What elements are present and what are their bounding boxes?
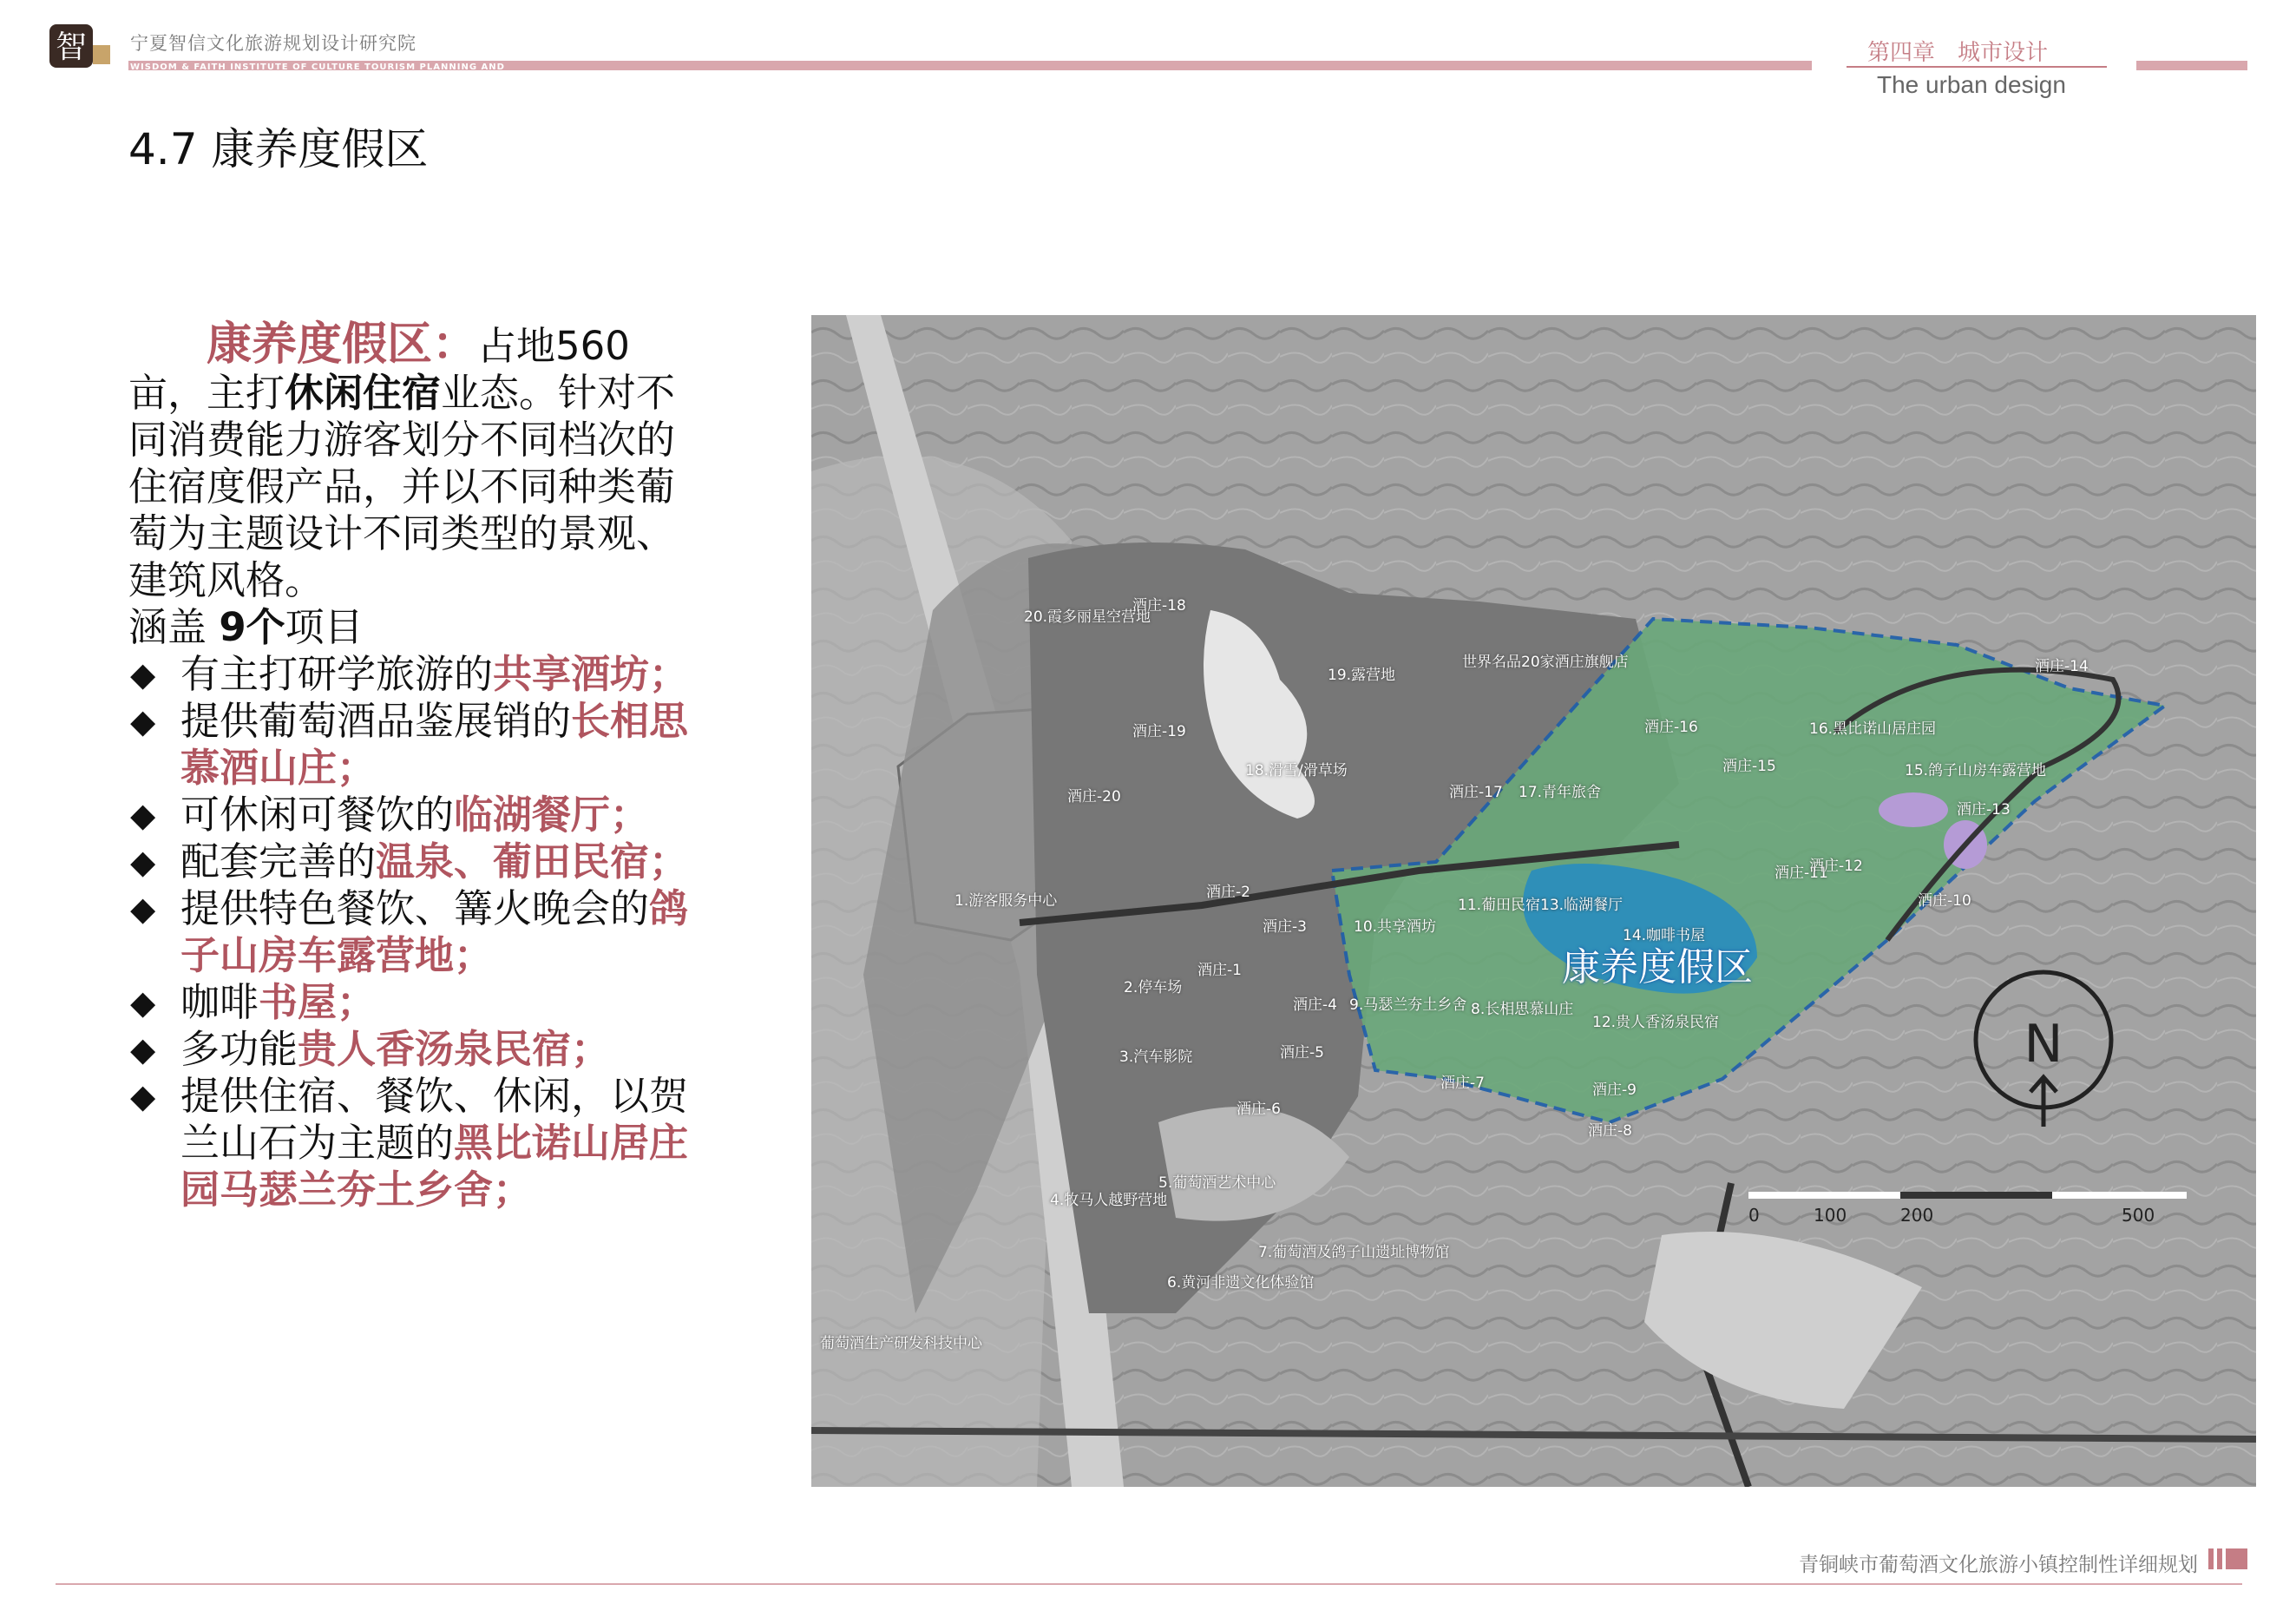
map-label: 2.停车场	[1124, 979, 1183, 996]
map-label: 酒庄-12	[1809, 858, 1863, 875]
chapter-label: 第四章 城市设计	[1867, 40, 2049, 66]
map-label: 酒庄-19	[1132, 723, 1186, 740]
map-label: 酒庄-3	[1263, 918, 1307, 936]
diamond-bullet-icon: ◆	[130, 843, 156, 881]
map-label: 8.长相思慕山庄	[1471, 1001, 1574, 1018]
map-label: 酒庄-13	[1957, 801, 2011, 819]
map-label: 5.葡萄酒艺术中心	[1158, 1174, 1276, 1192]
map-label: 酒庄-4	[1293, 996, 1337, 1014]
map-label: 14.咖啡书屋	[1623, 927, 1706, 944]
cover-text-2: 项目	[285, 604, 364, 650]
map-label: 酒庄-10	[1918, 892, 1971, 910]
list-item: ◆ 可休闲可餐饮的临湖餐厅；	[130, 792, 650, 838]
list-item: ◆ 提供葡萄酒品鉴展销的长相思慕酒山庄；	[130, 698, 689, 791]
project-count: 9个	[219, 604, 285, 650]
footer-line	[56, 1583, 2242, 1585]
map-label: 9.马瑟兰夯土乡舍	[1349, 996, 1467, 1014]
intro-paragraph	[128, 321, 692, 651]
scale-label: 100	[1814, 1205, 1847, 1226]
diamond-bullet-icon: ◆	[130, 796, 156, 834]
header-bar-right	[2136, 61, 2247, 70]
diamond-bullet-icon: ◆	[130, 1077, 156, 1115]
diamond-bullet-icon: ◆	[130, 1030, 156, 1068]
intro-keyword: 休闲住宿	[285, 370, 442, 416]
org-name-cn: 宁夏智信文化旅游规划设计研究院	[130, 33, 417, 54]
map-label: 世界名品20家酒庄旗舰店	[1462, 654, 1629, 671]
map-label: 3.汽车影院	[1119, 1049, 1193, 1066]
map-label: 20.霞多丽星空营地	[1024, 608, 1151, 626]
list-item: ◆ 有主打研学旅游的共享酒坊；	[130, 651, 689, 697]
map-label-layer	[811, 315, 2256, 1487]
map-label: 12.贵人香汤泉民宿	[1592, 1014, 1720, 1031]
list-item: ◆ 配套完善的温泉、葡田民宿；	[130, 838, 689, 884]
map-label: 6.黄河非遗文化体验馆	[1167, 1274, 1315, 1292]
map-label: 葡萄酒生产研发科技中心	[820, 1335, 982, 1352]
project-list	[128, 651, 692, 1213]
diamond-bullet-icon: ◆	[130, 655, 156, 694]
diamond-bullet-icon: ◆	[130, 702, 156, 740]
chapter-label-en: The urban design	[1877, 71, 2066, 98]
map-label: 酒庄-11	[1774, 865, 1828, 882]
scale-label: 0	[1748, 1205, 1760, 1226]
map-label: 酒庄-20	[1067, 788, 1121, 805]
svg-text:N: N	[2024, 1014, 2063, 1075]
map-label: 酒庄-15	[1722, 758, 1776, 775]
intro-area: 占地560亩	[128, 323, 630, 416]
map-label: 酒庄-8	[1588, 1122, 1632, 1140]
map-label: 酒庄-1	[1197, 962, 1242, 979]
map-label: 18.滑雪/滑草场	[1245, 762, 1348, 779]
cover-text: 涵盖	[128, 604, 220, 650]
list-item: ◆ 多功能贵人香汤泉民宿；	[130, 1026, 611, 1072]
map-label: 酒庄-5	[1280, 1044, 1324, 1062]
diamond-bullet-icon: ◆	[130, 983, 156, 1022]
map-label: 1.游客服务中心	[954, 892, 1058, 910]
org-name-en: WISDOM & FAITH INSTITUTE OF CULTURE TOURISM PLANNING AND	[130, 62, 505, 72]
list-item: ◆ 提供住宿、餐饮、休闲，以贺兰山石为主题的黑比诺山居庄园马瑟兰夯土乡舍；	[130, 1073, 689, 1213]
intro-lead: 康养度假区：	[207, 319, 478, 371]
site-plan-map	[811, 315, 2256, 1487]
footer-mark	[2208, 1548, 2247, 1569]
map-label: 4.牧马人越野营地	[1050, 1192, 1168, 1209]
intro-text-2: 业态。针对不同消费能力游客划分不同档次的住宿度假产品，并以不同种类葡萄为主题设计不同类型的景观、建筑风格。	[128, 370, 676, 603]
map-label: 11.葡田民宿	[1458, 897, 1541, 914]
map-label: 19.露营地	[1328, 667, 1396, 684]
scale-label: 200	[1900, 1205, 1934, 1226]
map-label: 酒庄-6	[1237, 1101, 1281, 1118]
logo-glyph: 智	[55, 30, 88, 65]
map-label: 17.青年旅舍	[1519, 784, 1602, 801]
map-label: 15.鸽子山房车露营地	[1905, 762, 2047, 779]
map-label: 13.临湖餐厅	[1540, 897, 1624, 914]
page-title: 4.7 康养度假区	[128, 124, 429, 174]
map-label: 酒庄-2	[1206, 884, 1250, 901]
map-label: 10.共享酒坊	[1354, 918, 1437, 936]
map-label: 酒庄-14	[2035, 658, 2089, 675]
description-column	[128, 321, 692, 1213]
diamond-bullet-icon: ◆	[130, 890, 156, 928]
map-label: 酒庄-9	[1592, 1082, 1637, 1099]
map-label: 酒庄-17	[1449, 784, 1503, 801]
map-label: 7.葡萄酒及鸽子山遗址博物馆	[1258, 1244, 1450, 1261]
institute-logo	[48, 19, 113, 71]
map-label: 酒庄-7	[1440, 1075, 1485, 1092]
footer-title: 青铜峡市葡萄酒文化旅游小镇控制性详细规划	[1799, 1554, 2198, 1576]
map-label: 酒庄-16	[1644, 719, 1698, 736]
intro-text: ，主打	[167, 370, 285, 416]
chapter-underline	[1847, 66, 2107, 68]
map-label: 16.黑比诺山居庄园	[1809, 720, 1937, 738]
list-item: ◆ 提供特色餐饮、篝火晚会的鸽子山房车露营地；	[130, 885, 689, 978]
map-label: 酒庄-18	[1132, 597, 1186, 615]
zone-label: 康养度假区	[1562, 945, 1753, 990]
list-item: ◆ 咖啡书屋；	[130, 979, 377, 1025]
scale-label: 500	[2122, 1205, 2155, 1226]
